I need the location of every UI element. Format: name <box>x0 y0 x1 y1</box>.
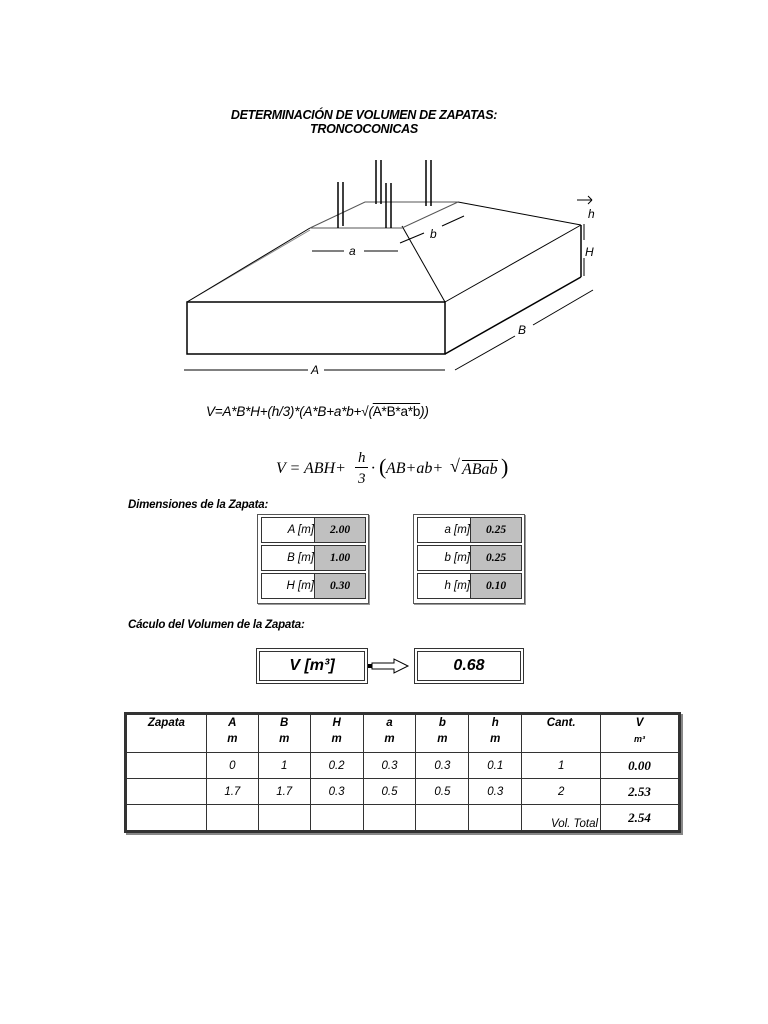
header-A: A m <box>206 715 258 753</box>
formula-dot: · <box>371 460 375 477</box>
table-cell <box>469 805 522 831</box>
table-cell <box>416 805 469 831</box>
table-total-row <box>127 805 679 831</box>
paren-close: ) <box>501 454 509 479</box>
footing-diagram <box>0 150 768 390</box>
table-cell <box>363 805 416 831</box>
dimensions-heading: Dimensiones de la Zapata: <box>128 499 269 511</box>
table-row <box>127 779 679 805</box>
header-cant: Cant. <box>522 715 601 753</box>
table-cell[interactable]: 1.7 <box>258 779 310 805</box>
table-cell <box>127 805 207 831</box>
table-cell-volume: 2.53 <box>601 779 679 805</box>
formula-radicand: ABab <box>462 461 498 478</box>
total-value: 2.54 <box>601 805 679 831</box>
results-table-wrap <box>124 712 681 833</box>
formula-math <box>276 450 516 494</box>
volume-label: V [m³] <box>289 657 335 674</box>
input-value-h[interactable]: 0.10 <box>470 574 521 598</box>
slab-front-face <box>187 302 445 354</box>
formula-den: 3 <box>358 471 366 487</box>
table-cell <box>258 805 310 831</box>
formula-text-suffix: )) <box>420 404 429 419</box>
table-row <box>127 753 679 779</box>
input-label: B [m] <box>287 552 314 564</box>
input-value-a[interactable]: 0.25 <box>470 518 521 542</box>
table-cell <box>206 805 258 831</box>
arrow-right-icon <box>366 657 412 675</box>
header-a: a m <box>363 715 416 753</box>
volume-heading: Cáculo del Volumen de la Zapata: <box>128 619 305 631</box>
formula-text <box>206 404 429 419</box>
header-h: h m <box>469 715 522 753</box>
dim-label-B: B <box>518 323 527 337</box>
input-row-h <box>417 573 522 599</box>
input-row-H <box>261 573 366 599</box>
header-V: V m³ <box>601 715 679 753</box>
input-row-b <box>417 545 522 571</box>
input-value-A[interactable]: 2.00 <box>314 518 365 542</box>
results-table <box>126 714 679 831</box>
table-header-row <box>127 715 679 753</box>
input-label: A [m] <box>287 524 314 536</box>
header-b: b m <box>416 715 469 753</box>
table-cell[interactable]: 0.3 <box>416 753 469 779</box>
table-cell <box>310 805 363 831</box>
input-value-H[interactable]: 0.30 <box>314 574 365 598</box>
volume-label-box <box>259 651 365 681</box>
fraction-bar <box>355 467 368 468</box>
total-label: Vol. Total <box>522 805 601 831</box>
table-cell[interactable]: 0.3 <box>363 753 416 779</box>
table-cell[interactable]: 0 <box>206 753 258 779</box>
dimensions-right-box <box>413 514 525 604</box>
table-cell[interactable]: 1 <box>522 753 601 779</box>
page-title <box>0 108 728 136</box>
dimensions-left-box <box>257 514 369 604</box>
input-label: h [m] <box>444 580 470 592</box>
table-cell[interactable]: 0.3 <box>310 779 363 805</box>
formula-text-radicand: A*B*a*b <box>372 404 421 419</box>
header-zapata: Zapata <box>127 715 207 753</box>
input-value-b[interactable]: 0.25 <box>470 546 521 570</box>
volume-value: 0.68 <box>453 657 485 674</box>
table-cell[interactable]: 0.2 <box>310 753 363 779</box>
header-B: B m <box>258 715 310 753</box>
dim-label-H: H <box>585 245 594 259</box>
header-H: H m <box>310 715 363 753</box>
paren-open: ( <box>379 454 387 479</box>
sqrt-sign: √ <box>450 456 460 476</box>
input-value-B[interactable]: 1.00 <box>314 546 365 570</box>
formula-lhs: V = ABH+ <box>276 460 346 477</box>
table-cell[interactable] <box>127 779 207 805</box>
formula-paren: AB+ab+ <box>386 460 444 477</box>
input-row-a <box>417 517 522 543</box>
formula-text-prefix: V=A*B*H+(h/3)*(A*B+a*b+√( <box>206 404 373 419</box>
dim-label-A: A <box>311 363 320 377</box>
table-cell[interactable] <box>127 753 207 779</box>
table-cell[interactable]: 0.5 <box>363 779 416 805</box>
formula-num: h <box>358 450 366 466</box>
title-line-2: TRONCOCONICAS <box>310 122 418 136</box>
table-cell[interactable]: 1.7 <box>206 779 258 805</box>
table-cell[interactable]: 0.5 <box>416 779 469 805</box>
table-cell[interactable]: 0.3 <box>469 779 522 805</box>
table-cell[interactable]: 1 <box>258 753 310 779</box>
input-row-A <box>261 517 366 543</box>
table-cell-volume: 0.00 <box>601 753 679 779</box>
input-label: H [m] <box>286 580 314 592</box>
dim-label-a: a <box>349 244 356 258</box>
input-label: a [m] <box>444 524 470 536</box>
dim-label-h: h <box>588 207 595 221</box>
input-label: b [m] <box>444 552 470 564</box>
dim-label-b: b <box>430 227 437 241</box>
input-row-B <box>261 545 366 571</box>
table-cell[interactable]: 2 <box>522 779 601 805</box>
volume-value-box <box>417 651 521 681</box>
table-cell[interactable]: 0.1 <box>469 753 522 779</box>
title-line-1: DETERMINACIÓN DE VOLUMEN DE ZAPATAS: <box>230 108 498 122</box>
